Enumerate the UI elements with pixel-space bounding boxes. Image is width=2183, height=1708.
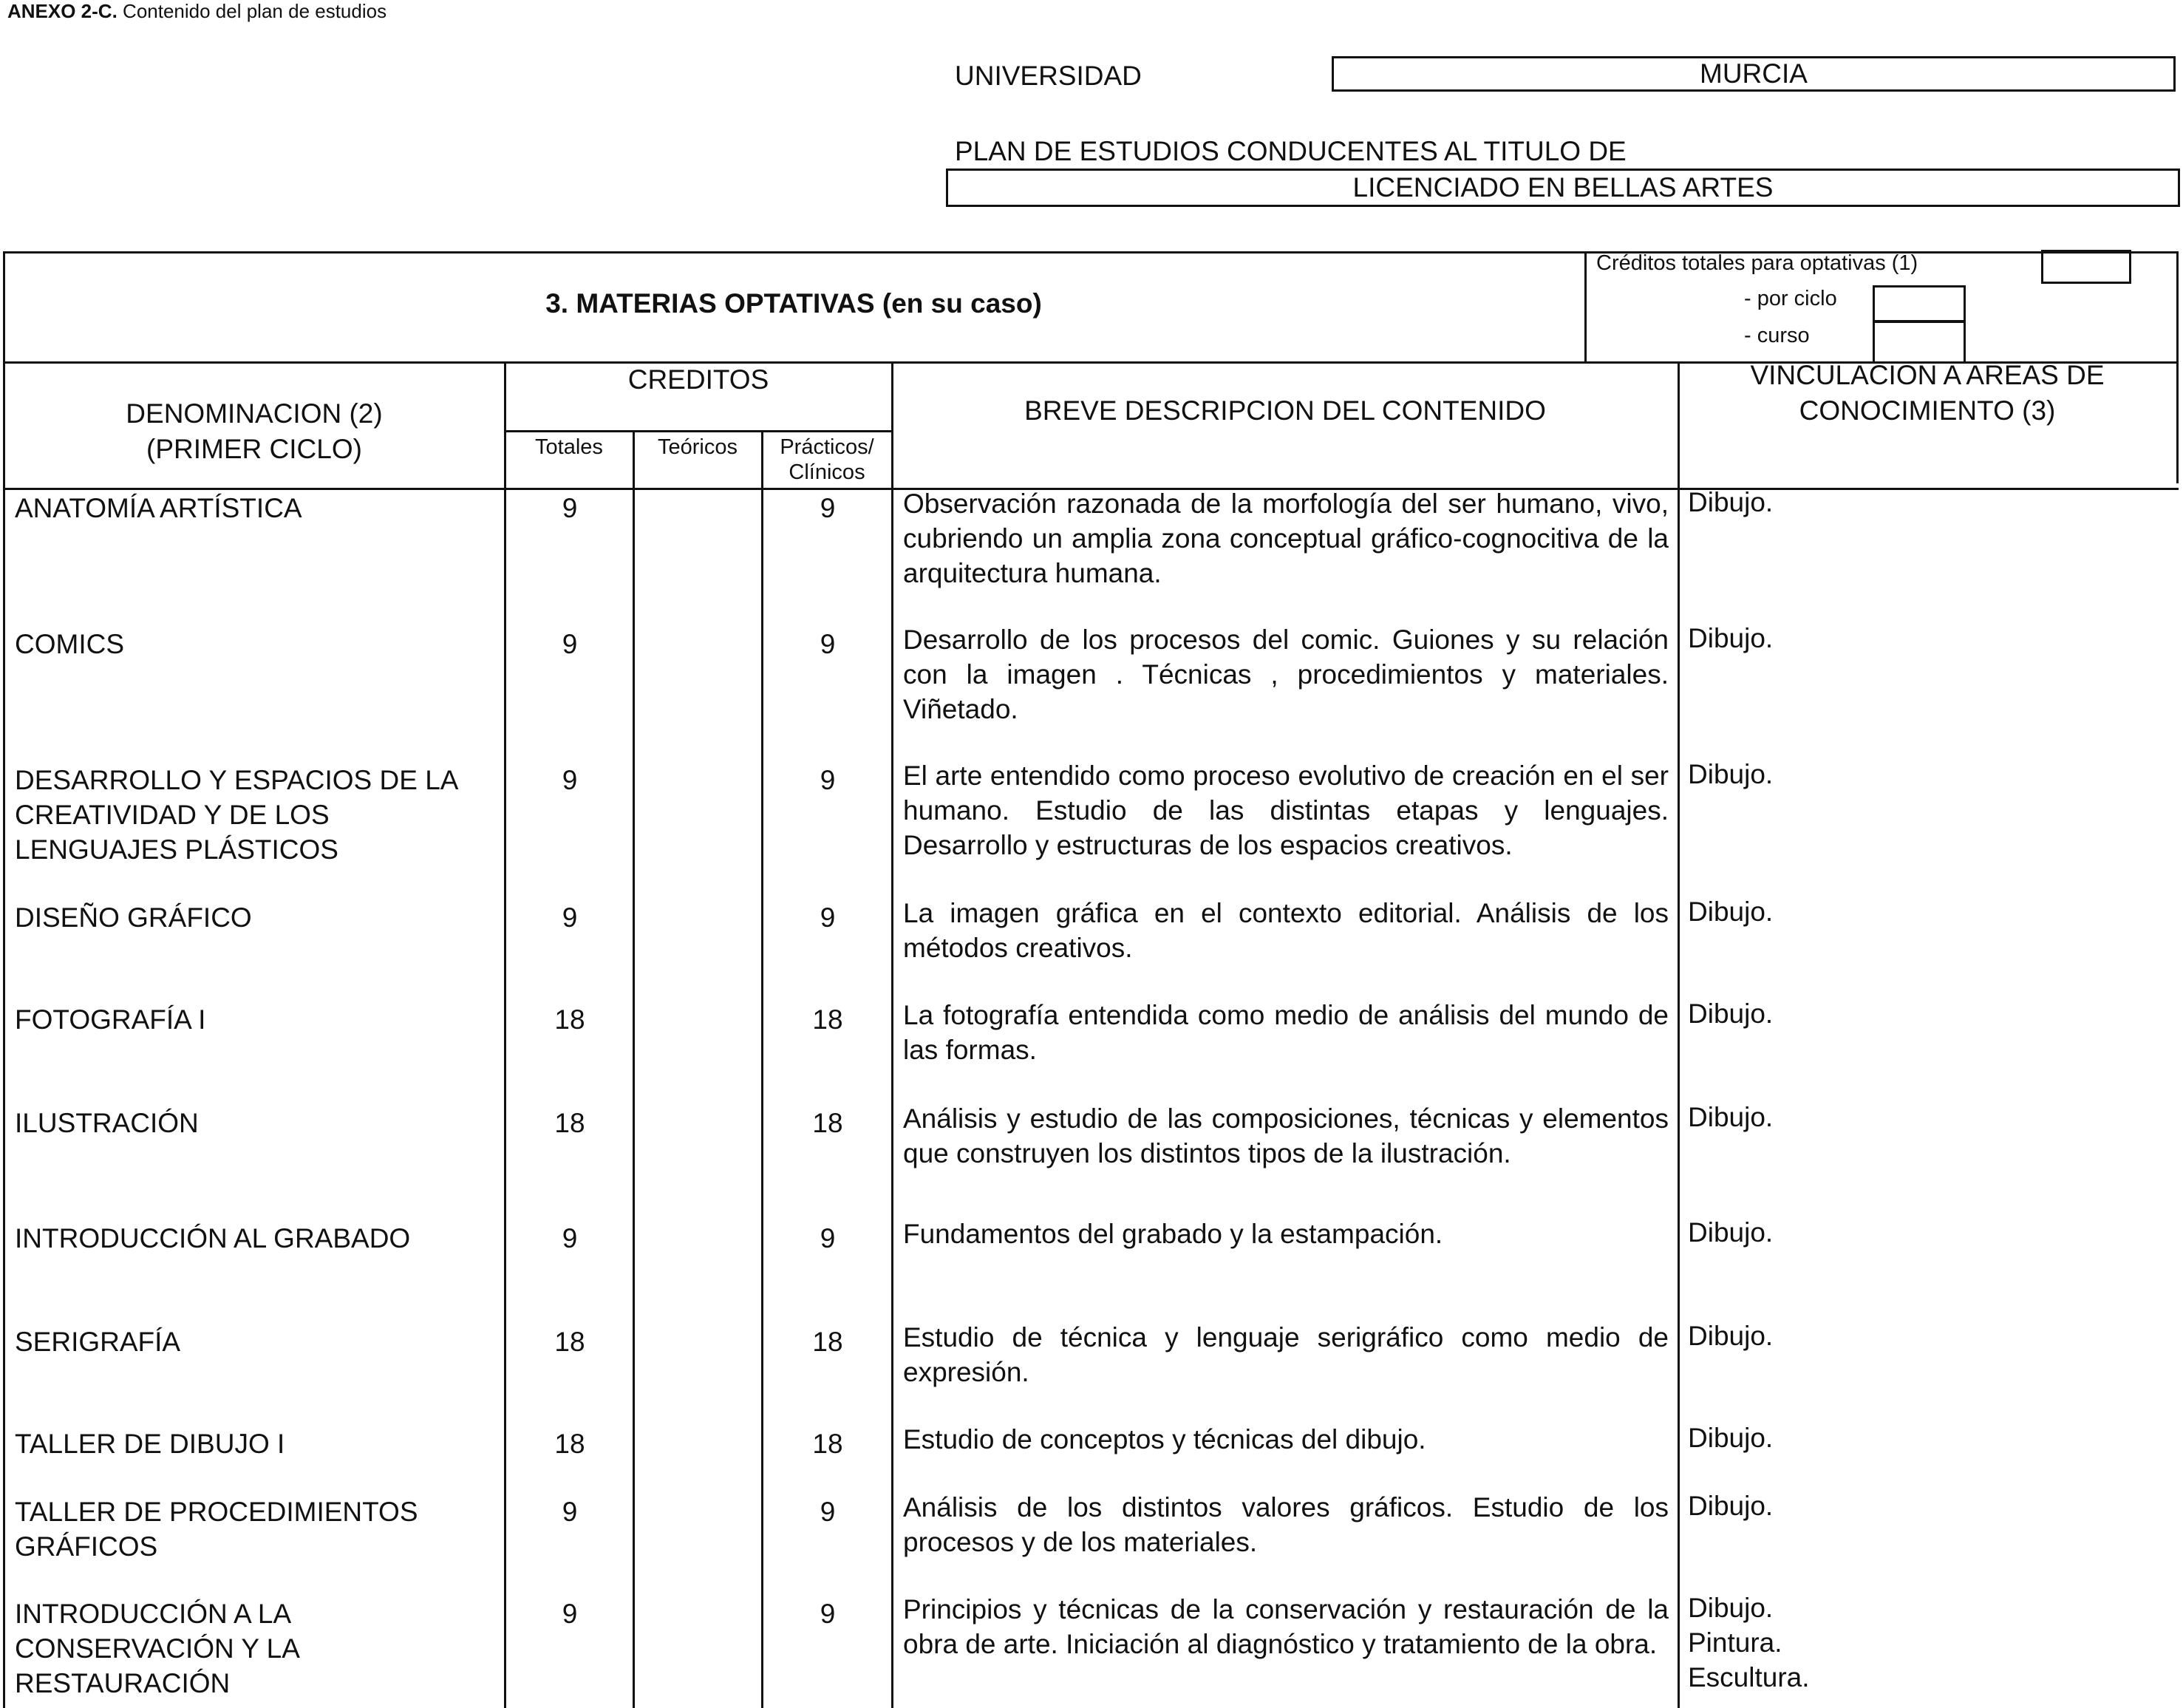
subject-name bbox=[15, 1221, 503, 1256]
header-practicos-line1: Prácticos/ bbox=[780, 435, 874, 459]
credits-totales: 9 bbox=[562, 902, 578, 933]
knowledge-areas bbox=[1688, 1319, 2161, 1353]
subject-name-line: TALLER DE DIBUJO I bbox=[15, 1429, 285, 1459]
subject-name bbox=[15, 1106, 503, 1140]
optional-credits-field bbox=[2041, 250, 2131, 284]
content-description: Principios y técnicas de la conservación y restauración de la obra de arte. Iniciación al diagnóstico y tratamiento de la obra. bbox=[903, 1594, 1669, 1659]
knowledge-area: Dibujo. bbox=[1688, 623, 1774, 653]
per-cycle-field bbox=[1873, 285, 1966, 322]
credits-practicos: 9 bbox=[820, 1223, 836, 1253]
subject-name-line: CREATIVIDAD Y DE LOS bbox=[15, 800, 330, 830]
credits-practicos: 9 bbox=[820, 1599, 836, 1629]
university-label: UNIVERSIDAD bbox=[955, 61, 1142, 91]
credits-practicos: 9 bbox=[820, 1497, 836, 1527]
subject-name bbox=[15, 1002, 503, 1037]
subject-name-line: DISEÑO GRÁFICO bbox=[15, 902, 252, 933]
header-vinculacion-line2: CONOCIMIENTO (3) bbox=[1799, 395, 2056, 426]
knowledge-areas bbox=[1688, 1488, 2161, 1523]
credits-practicos: 9 bbox=[820, 902, 836, 933]
section-header-divider bbox=[1584, 251, 1587, 364]
table-border-right bbox=[2176, 364, 2179, 483]
col-divider-practicos bbox=[891, 364, 893, 1708]
header-descripcion: BREVE DESCRIPCION DEL CONTENIDO bbox=[1024, 395, 1546, 426]
knowledge-area: Escultura. bbox=[1688, 1662, 1810, 1692]
content-description: Desarrollo de los procesos del comic. Guiones y su relación con la imagen . Técnicas , procedimientos y materiales. Viñetado. bbox=[903, 625, 1669, 724]
knowledge-areas bbox=[1688, 485, 2161, 520]
knowledge-area: Dibujo. bbox=[1688, 1217, 1774, 1248]
knowledge-areas bbox=[1688, 1590, 2161, 1695]
header-practicos bbox=[763, 435, 891, 485]
subject-name-line: RESTAURACIÓN bbox=[15, 1668, 231, 1698]
header-denominacion-line2: (PRIMER CICLO) bbox=[146, 434, 362, 464]
credits-totales: 9 bbox=[562, 765, 578, 795]
subject-name bbox=[15, 1426, 503, 1461]
credits-totales: 9 bbox=[562, 1223, 578, 1253]
credits-practicos: 9 bbox=[820, 765, 836, 795]
content-description: La imagen gráfica en el contexto editorial. Análisis de los métodos creativos. bbox=[903, 898, 1669, 963]
credits-practicos: 18 bbox=[812, 1327, 843, 1357]
credits-totales: 9 bbox=[562, 493, 578, 523]
knowledge-area: Dibujo. bbox=[1688, 1102, 1774, 1132]
content-description: El arte entendido como proceso evolutivo de creación en el ser humano. Estudio de las distintas etapas y lenguajes. Desarrollo y estructuras de los espacios creativos. bbox=[903, 761, 1669, 860]
credits-totales: 9 bbox=[562, 1497, 578, 1527]
subject-name-line: COMICS bbox=[15, 629, 124, 659]
subject-name bbox=[15, 1596, 503, 1701]
subject-name bbox=[15, 1494, 503, 1564]
subject-name bbox=[15, 763, 503, 867]
knowledge-areas bbox=[1688, 1215, 2161, 1250]
subject-name bbox=[15, 491, 503, 525]
subject-name-line: TALLER DE PROCEDIMIENTOS bbox=[15, 1497, 418, 1527]
header-teoricos: Teóricos bbox=[658, 435, 738, 459]
per-cycle-label: - por ciclo bbox=[1744, 287, 1837, 310]
subject-name-line: INTRODUCCIÓN A LA bbox=[15, 1599, 292, 1629]
knowledge-area: Dibujo. bbox=[1688, 487, 1774, 517]
knowledge-area: Pintura. bbox=[1688, 1627, 1782, 1658]
subject-name bbox=[15, 1324, 503, 1359]
credits-totales: 9 bbox=[562, 1599, 578, 1629]
knowledge-areas bbox=[1688, 1421, 2161, 1455]
knowledge-area: Dibujo. bbox=[1688, 896, 1774, 927]
subject-name bbox=[15, 900, 503, 935]
degree-field: LICENCIADO EN BELLAS ARTES bbox=[946, 169, 2180, 207]
credits-practicos: 18 bbox=[812, 1429, 843, 1459]
content-description: Análisis y estudio de las composiciones, técnicas y elementos que construyen los distintos tipos de la ilustración. bbox=[903, 1103, 1669, 1168]
content-description: Análisis de los distintos valores gráficos. Estudio de los procesos y de los materiales. bbox=[903, 1492, 1669, 1557]
subject-name bbox=[15, 627, 503, 661]
subject-name-line: LENGUAJES PLÁSTICOS bbox=[15, 834, 338, 865]
subject-name-line: DESARROLLO Y ESPACIOS DE LA bbox=[15, 765, 459, 795]
subject-name-line: SERIGRAFÍA bbox=[15, 1327, 181, 1357]
knowledge-areas bbox=[1688, 894, 2161, 929]
table-border-left bbox=[3, 364, 5, 1708]
content-description: La fotografía entendida como medio de análisis del mundo de las formas. bbox=[903, 1000, 1669, 1065]
subject-name-line: GRÁFICOS bbox=[15, 1531, 158, 1562]
knowledge-area: Dibujo. bbox=[1688, 1423, 1774, 1453]
content-description: Fundamentos del grabado y la estampación. bbox=[903, 1219, 1443, 1249]
plan-label: PLAN DE ESTUDIOS CONDUCENTES AL TITULO DE bbox=[955, 136, 1627, 166]
credits-practicos: 9 bbox=[820, 629, 836, 659]
credits-totales: 18 bbox=[554, 1004, 585, 1035]
header-denominacion bbox=[6, 396, 503, 467]
knowledge-areas bbox=[1688, 621, 2161, 656]
header-totales: Totales bbox=[535, 435, 603, 459]
annex-text: Contenido del plan de estudios bbox=[123, 0, 387, 22]
knowledge-areas bbox=[1688, 757, 2161, 792]
knowledge-area: Dibujo. bbox=[1688, 759, 1774, 789]
per-course-label: - curso bbox=[1744, 324, 1810, 347]
col-divider-teoricos bbox=[761, 430, 763, 1708]
subject-name-line: CONSERVACIÓN Y LA bbox=[15, 1633, 300, 1664]
section-title: 3. MATERIAS OPTATIVAS (en su caso) bbox=[545, 288, 1042, 319]
subject-name-line: FOTOGRAFÍA I bbox=[15, 1004, 206, 1035]
subject-name-line: ILUSTRACIÓN bbox=[15, 1108, 199, 1138]
header-creditos: CREDITOS bbox=[627, 364, 769, 395]
credits-practicos: 9 bbox=[820, 493, 836, 523]
credits-totales: 18 bbox=[554, 1429, 585, 1459]
header-denominacion-line1: DENOMINACION (2) bbox=[126, 398, 383, 429]
university-field: MURCIA bbox=[1332, 56, 2176, 92]
credits-totales: 18 bbox=[554, 1108, 585, 1138]
header-vinculacion bbox=[1679, 358, 2176, 429]
subject-name-line: INTRODUCCIÓN AL GRABADO bbox=[15, 1223, 411, 1253]
credits-practicos: 18 bbox=[812, 1004, 843, 1035]
credits-subheader-line bbox=[504, 430, 893, 432]
credits-totales: 9 bbox=[562, 629, 578, 659]
content-description: Estudio de técnica y lenguaje serigráfico como medio de expresión. bbox=[903, 1322, 1669, 1387]
knowledge-areas bbox=[1688, 996, 2161, 1031]
subject-name-line: ANATOMÍA ARTÍSTICA bbox=[15, 493, 302, 523]
knowledge-area: Dibujo. bbox=[1688, 998, 1774, 1029]
credits-totales: 18 bbox=[554, 1327, 585, 1357]
header-practicos-line2: Clínicos bbox=[789, 460, 865, 484]
col-divider-description bbox=[1678, 364, 1680, 1708]
content-description: Observación razonada de la morfología del ser humano, vivo, cubriendo un amplia zona conceptual gráfico-cognocitiva de la arquitectura humana. bbox=[903, 489, 1669, 588]
knowledge-areas bbox=[1688, 1100, 2161, 1134]
knowledge-area: Dibujo. bbox=[1688, 1593, 1774, 1623]
knowledge-area: Dibujo. bbox=[1688, 1321, 1774, 1351]
annex-heading bbox=[7, 0, 386, 23]
content-description: Estudio de conceptos y técnicas del dibujo. bbox=[903, 1424, 1426, 1454]
credits-practicos: 18 bbox=[812, 1108, 843, 1138]
annex-number: ANEXO 2-C. bbox=[7, 0, 118, 22]
knowledge-area: Dibujo. bbox=[1688, 1491, 1774, 1521]
optional-credits-label: Créditos totales para optativas (1) bbox=[1596, 251, 1918, 275]
header-vinculacion-line1: VINCULACION A AREAS DE bbox=[1750, 360, 2105, 390]
